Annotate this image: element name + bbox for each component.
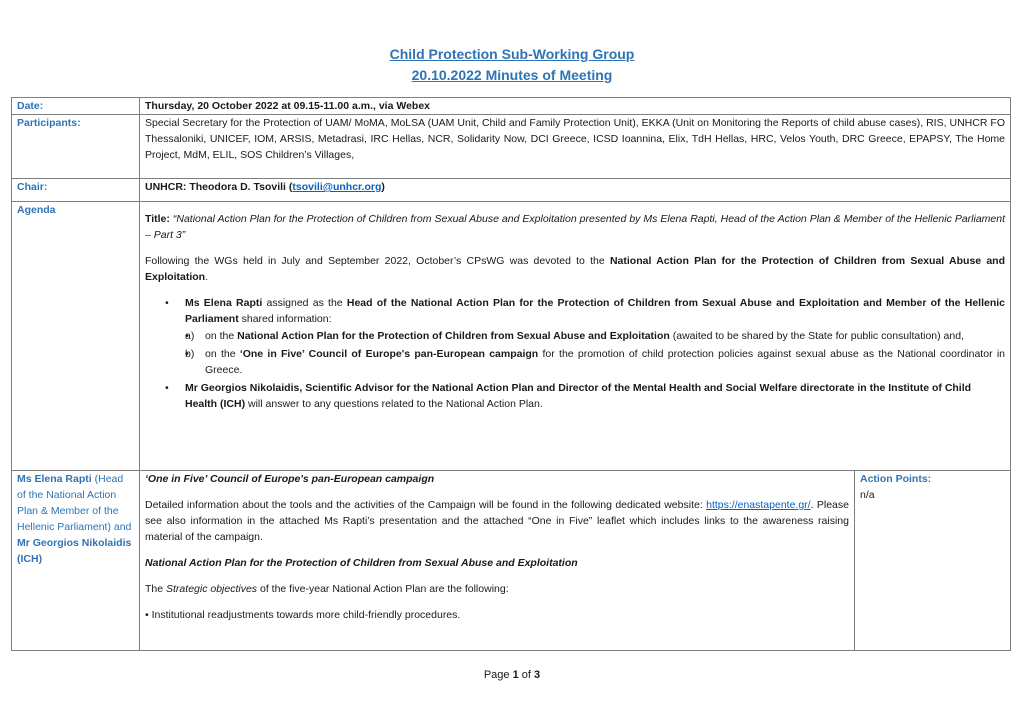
chair-suffix: ) (381, 181, 385, 193)
chair-name: UNHCR: Theodora D. Tsovili ( (145, 181, 293, 193)
page-number: Page 1 of 3 (483, 669, 541, 681)
agenda-label: Agenda (12, 202, 140, 471)
presenter-name-nikolaidis: Mr Georgios Nikolaidis (ICH) (17, 537, 132, 565)
document-subtitle: 20.10.2022 Minutes of Meeting (411, 67, 613, 83)
chair-row (12, 179, 1011, 202)
agenda-title: Title: “National Action Plan for the Protection of Children from Sexual Abuse and Exploitation presented by Ms Elena Rapti, Head of the Action Plan & Member of the Hellenic Parliament – Part 3” (145, 213, 1006, 241)
participants-value: Special Secretary for the Protection of UAM/ MoMA, MoLSA (UAM Unit, Child and Family Protection Unit), EKKA (Unit on Monitoring the Reports of child abuse cases), RIS, UNHCR FO Thessaloniki, UNICEF, IOM, ARSIS, Metadrasi, IRC Hellas, NCR, Solidarity Now, DCI Greece, ICSD Ioannina, Elix, TdH Hellas, HRC, Velos Youth, DRC Greece, EPAPSY, The Home Project, MdM, ELIL, SOS Children’s Villages, (140, 115, 1011, 179)
presenters-cell (12, 471, 140, 651)
agenda-sub-a: • a) on the National Action Plan for the Protection of Children from Sexual Abuse and Exploitation (awaited to be shared by the State for public consultation) and, (205, 328, 1005, 344)
action-points-value: n/a (860, 489, 875, 501)
chair-email-link[interactable]: tsovili@unhcr.org (292, 181, 382, 193)
date-label: Date: (12, 98, 140, 115)
agenda-row (12, 202, 1011, 471)
agenda-content (140, 202, 1011, 471)
nap-heading: National Action Plan for the Protection of Children from Sexual Abuse and Exploitation (145, 557, 578, 569)
agenda-sub-b: • b) on the ‘One in Five’ Council of Europe's pan-European campaign for the promotion of child protection policies against sexual abuse as the National coordinator in Greece. (205, 346, 1005, 378)
campaign-website-link[interactable]: https://enastapente.gr/ (706, 499, 811, 511)
participants-label: Participants: (12, 115, 140, 179)
objective-item: • Institutional readjustments towards more child-friendly procedures. (145, 609, 461, 621)
agenda-bullet-rapti: • Ms Elena Rapti assigned as the Head of the National Action Plan for the Protection of Children from Sexual Abuse and Exploitation and Member of the Hellenic Parliament shared information: • a) on the National Action Plan for the Protection of Children from Sexual Abuse and Exploitation (awaited to be shared by the State for public consultation) and, • b) on the ‘One in Five’ Council of Europe's pan-European campaign for the promotion of child protection policies against sexual abuse as the National coordinator in Greece. (185, 295, 1005, 378)
participants-row (12, 115, 1011, 179)
presenter-name-rapti: Ms Elena Rapti (17, 473, 92, 485)
agenda-sublist (185, 328, 1005, 378)
minutes-table (11, 97, 1011, 651)
chair-label: Chair: (12, 179, 140, 202)
presenter-role-rapti: (Head of the National Action Plan & Member of the Hellenic Parliament) (17, 473, 124, 533)
agenda-bullets (145, 295, 1005, 412)
date-value: Thursday, 20 October 2022 at 09.15-11.00 a.m., via Webex (140, 98, 1011, 115)
document-title: Child Protection Sub-Working Group (389, 46, 635, 62)
agenda-intro: Following the WGs held in July and September 2022, October’s CPsWG was devoted to the National Action Plan for the Protection of Children from Sexual Abuse and Exploitation. (145, 255, 1006, 283)
date-row (12, 98, 1011, 115)
chair-value (140, 179, 1011, 202)
campaign-text: Detailed information about the tools and the activities of the Campaign will be found in the following dedicated website: https://enastapente.gr/. Please see also information in the attached Ms Rapti’s presentation and the attached “One in Five” leaflet which includes links to the awareness raising material of the campaign. (145, 499, 849, 543)
campaign-heading: ‘One in Five’ Council of Europe's pan-European campaign (145, 473, 435, 485)
action-points-label: Action Points: (860, 473, 932, 485)
strategic-objectives-intro: The Strategic objectives of the five-year National Action Plan are the following: (145, 583, 509, 595)
presentation-row (12, 471, 1011, 651)
presenter-and: and (113, 521, 132, 533)
presentation-content (140, 471, 855, 651)
action-points-cell (855, 471, 1011, 651)
agenda-bullet-nikolaidis: • Mr Georgios Nikolaidis, Scientific Advisor for the National Action Plan and Director of the Mental Health and Social Welfare directorate in the Institute of Child Health (ICH) will answer to any questions related to the National Action Plan. (185, 380, 1005, 412)
